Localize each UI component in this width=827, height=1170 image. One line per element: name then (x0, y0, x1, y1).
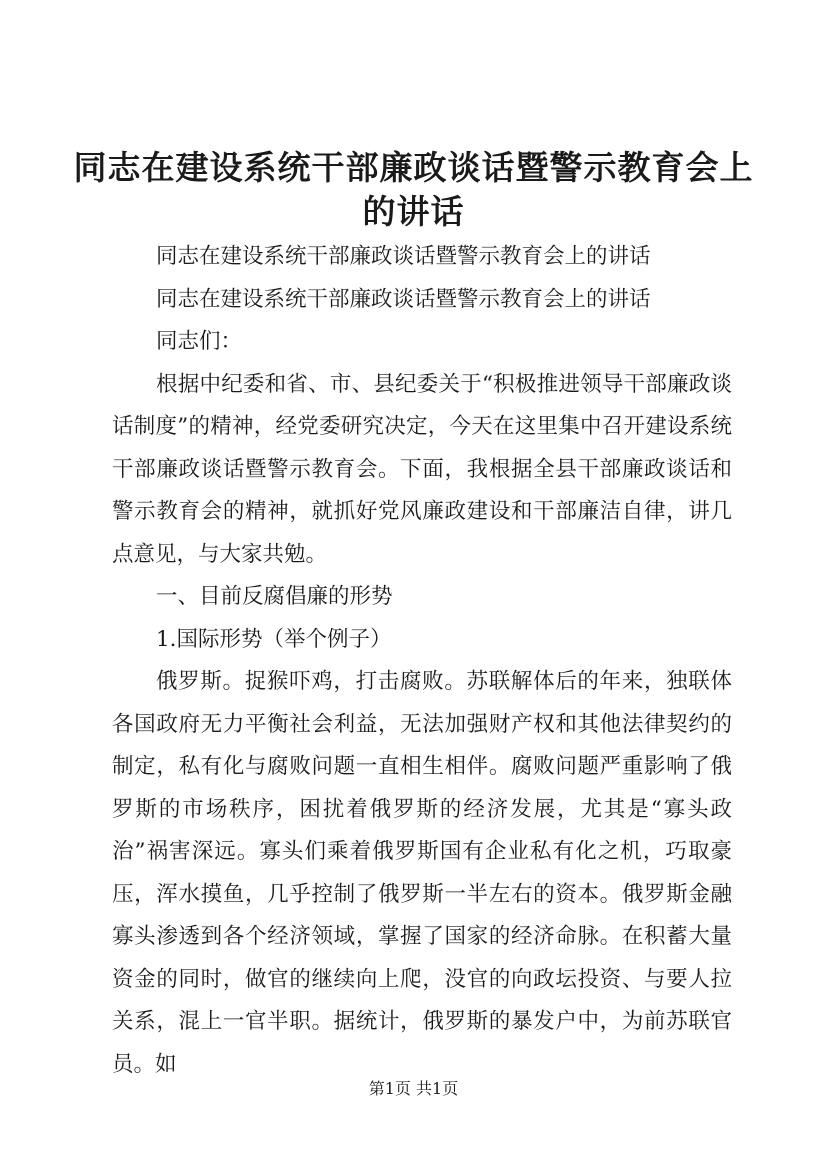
paragraph-russia: 俄罗斯。捉猴吓鸡，打击腐败。苏联解体后的年来，独联体各国政府无力平衡社会利益，无法加强财产权和其他法律契约的制定，私有化与腐败问题一直相生相伴。腐败问题严重影响了俄罗斯的市场秩序，困扰着俄罗斯的经济发展，尤其是“寡头政治”祸害深远。寡头们乘着俄罗斯国有企业私有化之机，巧取豪压，浑水摸鱼，几乎控制了俄罗斯一半左右的资本。俄罗斯金融寡头渗透到各个经济领域，掌握了国家的经济命脉。在积蓄大量资金的同时，做官的继续向上爬，没官的向政坛投资、与要人拉关系，混上一官半职。据统计，俄罗斯的暴发户中，为前苏联官员。如 (112, 669, 732, 1077)
paragraph-salutation: 同志们： (156, 329, 243, 354)
paragraph-subtitle-1: 同志在建设系统干部廉政谈话暨警示教育会上的讲话 (156, 244, 651, 269)
section-heading-1: 一、目前反腐倡廉的形势 (156, 584, 393, 609)
paragraph-intro: 根据中纪委和省、市、县纪委关于“积极推进领导干部廉政谈话制度”的精神，经党委研究决定，今天在这里集中召开建设系统干部廉政谈话暨警示教育会。下面，我根据全县干部廉政谈话和警示教育会的精神，就抓好党风廉政建设和干部廉洁自律，讲几点意见，与大家共勉。 (112, 371, 732, 567)
document-title-line2: 的讲话 (362, 192, 465, 231)
paragraph-subtitle-2: 同志在建设系统干部廉政谈话暨警示教育会上的讲话 (156, 286, 651, 312)
document-title-line1: 同志在建设系统干部廉政谈话暨警示教育会上 (73, 148, 754, 187)
subsection-heading-1: 1.国际形势（举个例子） (156, 626, 392, 652)
page-footer: 第1页 共1页 (368, 1079, 459, 1098)
document-body (112, 236, 732, 1086)
